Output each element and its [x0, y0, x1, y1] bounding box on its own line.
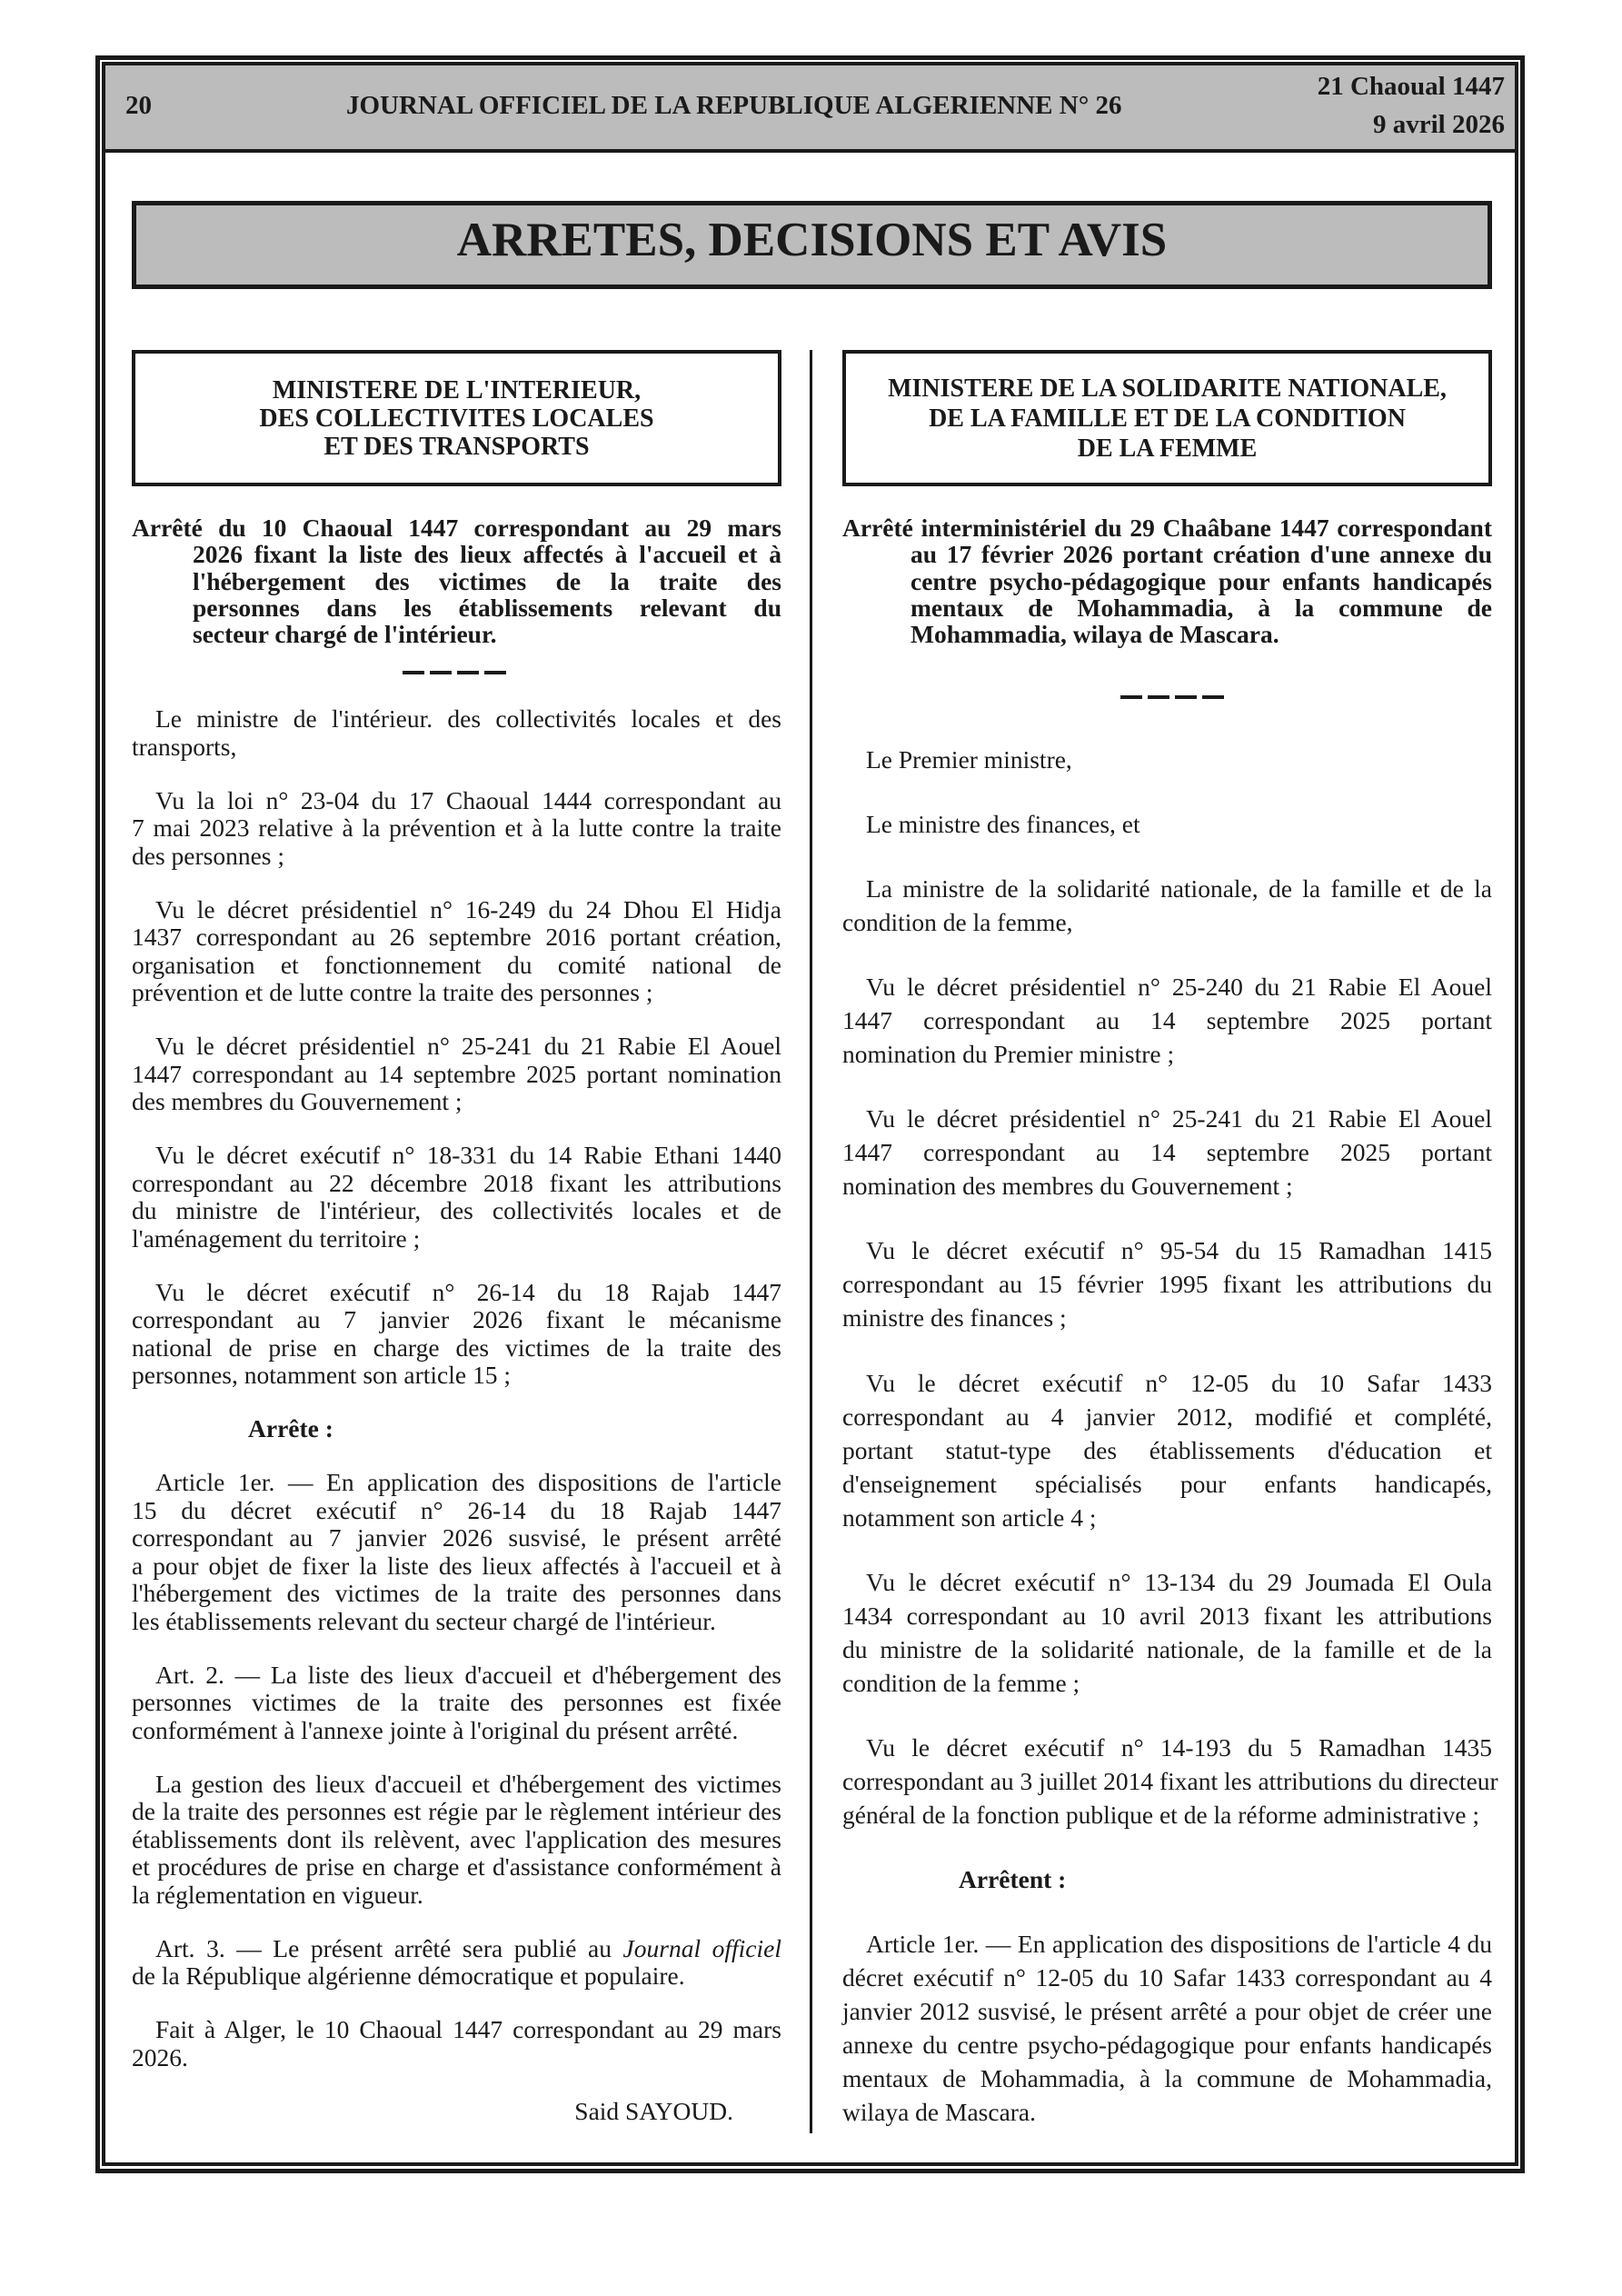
text-line: Le Premier ministre,	[866, 745, 1072, 774]
text-line: condition de la femme ;	[842, 1668, 1080, 1697]
text-line: du ministre de l'intérieur, des collectivités locales et de	[132, 1196, 781, 1224]
text-line: correspondant au 15 février 1995 fixant les attributions du	[842, 1270, 1492, 1299]
article-3	[132, 1935, 781, 1991]
text-line: Article 1er. — En application des dispositions de l'article 4 du	[866, 1929, 1492, 1958]
visa-paragraph	[842, 1102, 1492, 1203]
article-1	[132, 1469, 781, 1635]
text-line: décret exécutif n° 12-05 du 10 Safar 1433 correspondant au 4	[842, 1962, 1492, 1992]
ministry-heading-line: DE LA FEMME	[1077, 434, 1258, 463]
text-line: Vu le décret exécutif n° 13-134 du 29 Joumada El Oula	[866, 1567, 1492, 1596]
decree-title-line: 2026 fixant la liste des lieux affectés à l'accueil et à	[193, 540, 781, 569]
text-line: 1447 correspondant au 14 septembre 2025 portant	[842, 1138, 1492, 1167]
visa-paragraph	[842, 743, 1492, 776]
text-line: les établissements relevant du secteur chargé de l'intérieur.	[132, 1606, 716, 1635]
decree-title-line: Arrêté interministériel du 29 Chaâbane 1447 correspondant	[842, 514, 1492, 542]
text-line: nomination des membres du Gouvernement ;	[842, 1172, 1293, 1201]
journal-title: JOURNAL OFFICIEL DE LA REPUBLIQUE ALGERIENNE N° 26	[346, 91, 1122, 120]
text-line: de la traite des personnes est régie par le règlement intérieur des	[132, 1797, 781, 1825]
text-line: Vu le décret présidentiel n° 25-240 du 21 Rabie El Aouel	[866, 973, 1492, 1002]
journal-officiel-italic: Journal officiel	[622, 1933, 781, 1962]
page-number: 20	[125, 91, 152, 120]
text-line: wilaya de Mascara.	[842, 2097, 1037, 2126]
visa-paragraph	[842, 1366, 1492, 1534]
text-line: janvier 2012 susvisé, le présent arrêté a pour objet de créer une	[842, 1996, 1492, 2025]
decision-label: Arrêtent :	[959, 1864, 1067, 1893]
decree-title-line: l'hébergement des victimes de la traite des	[193, 566, 781, 595]
text-line: transports,	[132, 732, 237, 761]
visa-paragraph	[842, 807, 1492, 841]
text-line: Vu le décret présidentiel n° 25-241 du 21 Rabie El Aouel	[155, 1032, 781, 1060]
text-line: Vu le décret exécutif n° 18-331 du 14 Rabie Ethani 1440	[155, 1141, 781, 1169]
text-line: correspondant au 3 juillet 2014 fixant les attributions du directeur	[842, 1766, 1498, 1795]
column-divider	[810, 350, 812, 2133]
ministry-heading-line: DE LA FAMILLE ET DE LA CONDITION	[929, 404, 1406, 433]
visa-paragraph	[842, 1233, 1492, 1334]
decree-title-line: mentaux de Mohammadia, à la commune de	[911, 593, 1492, 622]
ministry-heading-interior	[132, 350, 781, 486]
decree-title-line: au 17 février 2026 portant création d'une annexe du	[911, 540, 1492, 569]
text-line: correspondant au 4 janvier 2012, modifié et complété,	[842, 1402, 1492, 1431]
text-line: Vu le décret exécutif n° 26-14 du 18 Rajab 1447	[155, 1277, 781, 1306]
visa-paragraph	[842, 1565, 1492, 1700]
decision-label: Arrête :	[248, 1414, 333, 1442]
text-line: 1437 correspondant au 26 septembre 2016 portant création,	[132, 923, 781, 951]
text-line: correspondant au 7 janvier 2026 susvisé, le présent arrêté	[132, 1523, 781, 1552]
decree-title-interior	[132, 514, 781, 647]
text-line: 15 du décret exécutif n° 26-14 du 18 Rajab 1447	[132, 1495, 781, 1524]
text-line: Le ministre de l'intérieur. des collectivités locales et des	[155, 704, 781, 733]
text-line: notamment son article 4 ;	[842, 1502, 1097, 1532]
text-line: des membres du Gouvernement ;	[132, 1087, 463, 1115]
text-line: correspondant au 7 janvier 2026 fixant le mécanisme	[132, 1305, 781, 1333]
ministry-heading-line: ET DES TRANSPORTS	[323, 432, 590, 461]
visa-paragraph	[132, 896, 781, 1007]
text-line: portant statut-type des établissements d'éducation et	[842, 1435, 1492, 1464]
text-line: la réglementation en vigueur.	[132, 1880, 423, 1909]
visa-paragraph	[842, 1731, 1498, 1832]
text-line: Vu le décret présidentiel n° 16-249 du 24 Dhou El Hidja	[155, 894, 781, 923]
ministry-heading-line: MINISTERE DE L'INTERIEUR,	[272, 375, 642, 404]
decree-body-solidarity	[842, 743, 1498, 2129]
text-line: Art. 2. — La liste des lieux d'accueil et d'hébergement des	[155, 1660, 781, 1689]
text-line: a pour objet de fixer la liste des lieux affectés à l'accueil et à	[132, 1551, 781, 1580]
text-line: nomination du Premier ministre ;	[842, 1040, 1175, 1069]
decree-title-line: personnes dans les établissements relevant du	[193, 593, 781, 622]
decree-title-line: Mohammadia, wilaya de Mascara.	[911, 620, 1279, 649]
text-line: 2026.	[132, 2042, 188, 2071]
text-line: d'enseignement spécialisés pour enfants handicapés,	[842, 1469, 1492, 1498]
article-2	[132, 1662, 781, 1745]
text-line: 1447 correspondant au 14 septembre 2025 portant	[842, 1006, 1492, 1035]
text-line: et procédures de prise en charge et d'assistance conformément à	[132, 1852, 781, 1881]
text-line: Vu le décret exécutif n° 95-54 du 15 Ramadhan 1415	[866, 1236, 1492, 1265]
visa-paragraph	[132, 787, 781, 871]
text-line: Vu le décret exécutif n° 14-193 du 5 Ramadhan 1435	[866, 1732, 1492, 1762]
article-1	[842, 1927, 1492, 2129]
visa-paragraph	[842, 970, 1492, 1071]
text-line: de la République algérienne démocratique et populaire.	[132, 1962, 685, 1990]
text-line: 7 mai 2023 relative à la prévention et à la lutte contre la traite	[132, 814, 781, 842]
visa-paragraph	[132, 1279, 781, 1390]
text-line: condition de la femme,	[842, 908, 1073, 937]
title-separator-dashes	[1120, 695, 1224, 699]
text-line: annexe du centre psycho-pédagogique pour enfants handicapés	[842, 2030, 1492, 2059]
decree-title-line: centre psycho-pédagogique pour enfants handicapés	[911, 566, 1492, 595]
text-line: ministre des finances ;	[842, 1303, 1067, 1333]
text-line: du ministre de la solidarité nationale, de la famille et de la	[842, 1634, 1492, 1663]
section-title: ARRETES, DECISIONS ET AVIS	[456, 214, 1168, 266]
text-line: Fait à Alger, le 10 Chaoual 1447 correspondant au 29 mars	[155, 2015, 781, 2043]
text-line: personnes, notamment son article 15 ;	[132, 1361, 511, 1389]
text-line: 1434 correspondant au 10 avril 2013 fixant les attributions	[842, 1601, 1492, 1630]
visa-paragraph	[132, 1033, 781, 1116]
text-line: organisation et fonctionnement du comité national de	[132, 950, 781, 979]
text-line: prévention et de lutte contre la traite des personnes ;	[132, 978, 653, 1006]
text-line: correspondant au 22 décembre 2018 fixant les attributions	[132, 1168, 781, 1197]
decree-title-line: secteur chargé de l'intérieur.	[193, 620, 497, 649]
ministry-heading-line: MINISTERE DE LA SOLIDARITE NATIONALE,	[888, 374, 1447, 403]
text-line: Vu le décret exécutif n° 12-05 du 10 Safar 1433	[866, 1368, 1492, 1397]
text-line: La gestion des lieux d'accueil et d'hébergement des victimes	[155, 1769, 781, 1798]
decree-body-interior	[132, 705, 781, 2125]
text-line: Article 1er. — En application des dispositions de l'article	[155, 1468, 781, 1496]
issue-date-gregorian: 9 avril 2026	[1373, 110, 1505, 139]
text-line: Vu la loi n° 23-04 du 17 Chaoual 1444 correspondant au	[155, 785, 781, 814]
text-line: établissements dont ils relèvent, avec l'application des mesures	[132, 1824, 781, 1853]
text-line: conformément à l'annexe jointe à l'original du présent arrêté.	[132, 1715, 739, 1744]
text-line: La ministre de la solidarité nationale, de la famille et de la	[866, 874, 1492, 903]
text-line: général de la fonction publique et de la réforme administrative ;	[842, 1800, 1479, 1829]
title-separator-dashes	[403, 671, 506, 674]
text-line: Vu le décret présidentiel n° 25-241 du 21 Rabie El Aouel	[866, 1104, 1492, 1133]
text-line: Le ministre des finances, et	[866, 810, 1140, 839]
text-line: 1447 correspondant au 14 septembre 2025 portant nomination	[132, 1059, 781, 1088]
visa-paragraph	[132, 1142, 781, 1253]
text-line: mentaux de Mohammadia, à la commune de Mohammadia,	[842, 2063, 1492, 2092]
visa-paragraph	[842, 872, 1492, 939]
issue-date-hijri: 21 Chaoual 1447	[1317, 72, 1505, 101]
text-line: national de prise en charge des victimes de la traite des	[132, 1333, 781, 1362]
article-3-text: Art. 3. — Le présent arrêté sera publié au	[155, 1933, 623, 1962]
text-line	[132, 1935, 781, 1963]
article-2-management-paragraph	[132, 1771, 781, 1910]
text-line: l'aménagement du territoire ;	[132, 1223, 421, 1253]
decree-title-solidarity	[842, 514, 1492, 647]
text-line: personnes victimes de la traite des personnes est fixée	[132, 1688, 781, 1716]
text-line: l'hébergement des victimes de la traite des personnes dans	[132, 1579, 781, 1607]
visa-paragraph	[132, 705, 781, 761]
decree-title-line: Arrêté du 10 Chaoual 1447 correspondant au 29 mars	[132, 514, 781, 542]
signatory: Said SAYOUD.	[574, 2096, 733, 2125]
ministry-heading-line: DES COLLECTIVITES LOCALES	[259, 404, 654, 433]
done-at-paragraph	[132, 2016, 781, 2071]
ministry-heading-solidarity	[842, 350, 1492, 486]
text-line: des personnes ;	[132, 841, 285, 870]
